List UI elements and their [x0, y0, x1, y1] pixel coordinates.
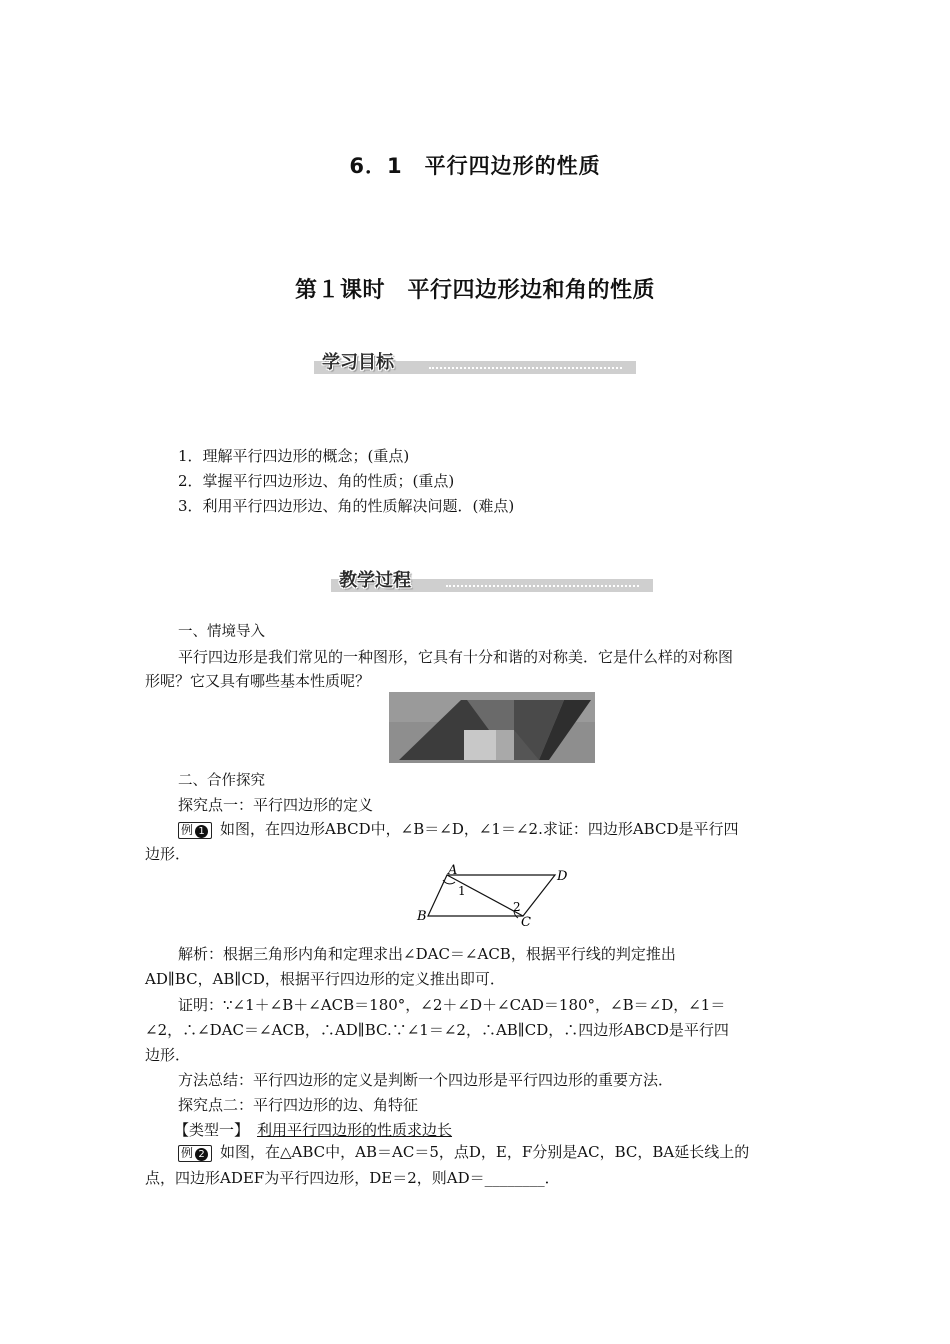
- type1-title: 利用平行四边形的性质求边长: [257, 1121, 453, 1139]
- parallelogram-photo: [389, 692, 595, 763]
- proof-line-1: [178, 993, 725, 1018]
- analysis-line-1: [178, 942, 676, 967]
- point1-title: 探究点一：平行四边形的定义: [178, 796, 374, 814]
- proof-label: 证明：: [178, 996, 224, 1014]
- part1-text-2: 形呢？它又具有哪些基本性质呢？: [145, 672, 371, 690]
- example1-line-1: [178, 817, 738, 842]
- proof-text-3: 边形．: [145, 1046, 191, 1064]
- example1-text-1: 如图，在四边形ABCD中，∠B＝∠D，∠1＝∠2.求证：四边形ABCD是平行四: [220, 820, 739, 838]
- example2-tag: [178, 1145, 212, 1162]
- section-title: 6．1 平行四边形的性质: [349, 154, 601, 178]
- goals-banner: [314, 352, 636, 378]
- goal-item-1: 1．理解平行四边形的概念；(重点): [178, 447, 410, 465]
- summary-text: 平行四边形的定义是判断一个四边形是平行四边形的重要方法．: [253, 1071, 674, 1089]
- tangram-photo-image: [389, 692, 595, 763]
- example2-tag-label: 例: [181, 1146, 194, 1160]
- parallelogram-figure: [410, 862, 580, 932]
- example2-line-1: [178, 1140, 749, 1165]
- lesson-title: 第１课时 平行四边形边和角的性质: [294, 278, 655, 303]
- type1-bracket: 【类型一】: [174, 1121, 250, 1139]
- proof-text-2: ∠2，∴∠DAC＝∠ACB，∴AD∥BC.∵∠1＝∠2，∴AB∥CD，∴四边形ABCD是平行四: [145, 1021, 729, 1039]
- analysis-text-1: 根据三角形内角和定理求出∠DAC＝∠ACB，根据平行线的判定推出: [223, 945, 676, 963]
- label-angle-2: 2: [513, 900, 521, 914]
- goals-banner-label: 学习目标: [322, 352, 394, 373]
- analysis-text-2: AD∥BC，AB∥CD，根据平行四边形的定义推出即可．: [145, 970, 505, 988]
- goal-item-3: 3．利用平行四边形边、角的性质解决问题．(难点): [178, 497, 515, 515]
- example1-tag: [178, 822, 212, 839]
- analysis-label: 解析：: [178, 945, 224, 963]
- part1-heading: 一、情境导入: [178, 624, 265, 640]
- example2-text-2: 点，四边形ADEF为平行四边形，DE＝2，则AD＝________．: [145, 1169, 560, 1187]
- process-banner-label: 教学过程: [339, 570, 411, 591]
- proof-text-1: ∵∠1＋∠B＋∠ACB＝180°，∠2＋∠D＋∠CAD＝180°，∠B＝∠D，∠1＝: [223, 996, 726, 1014]
- goal-item-2: 2．掌握平行四边形边、角的性质；(重点): [178, 472, 455, 490]
- summary-line: [178, 1068, 673, 1093]
- part2-heading: 二、合作探究: [178, 773, 265, 789]
- process-banner: [331, 570, 653, 596]
- example2-tag-number: 2: [195, 1148, 208, 1161]
- part1-text-1: 平行四边形是我们常见的一种图形，它具有十分和谐的对称美．它是什么样的对称图: [178, 648, 734, 666]
- label-b: B: [417, 909, 427, 924]
- label-a: A: [448, 863, 458, 878]
- label-d: D: [557, 869, 568, 884]
- example2-text-1: 如图，在△ABC中，AB＝AC＝5，点D，E，F分别是AC，BC，BA延长线上的: [220, 1143, 750, 1161]
- summary-label: 方法总结：: [178, 1071, 254, 1089]
- example1-tag-label: 例: [181, 823, 194, 837]
- example1-tag-number: 1: [195, 825, 208, 838]
- label-angle-1: 1: [458, 884, 466, 898]
- parallelogram-outline: [428, 875, 555, 916]
- point2-title: 探究点二：平行四边形的边、角特征: [178, 1096, 419, 1114]
- example1-text-2: 边形．: [145, 845, 191, 863]
- label-c: C: [521, 915, 531, 930]
